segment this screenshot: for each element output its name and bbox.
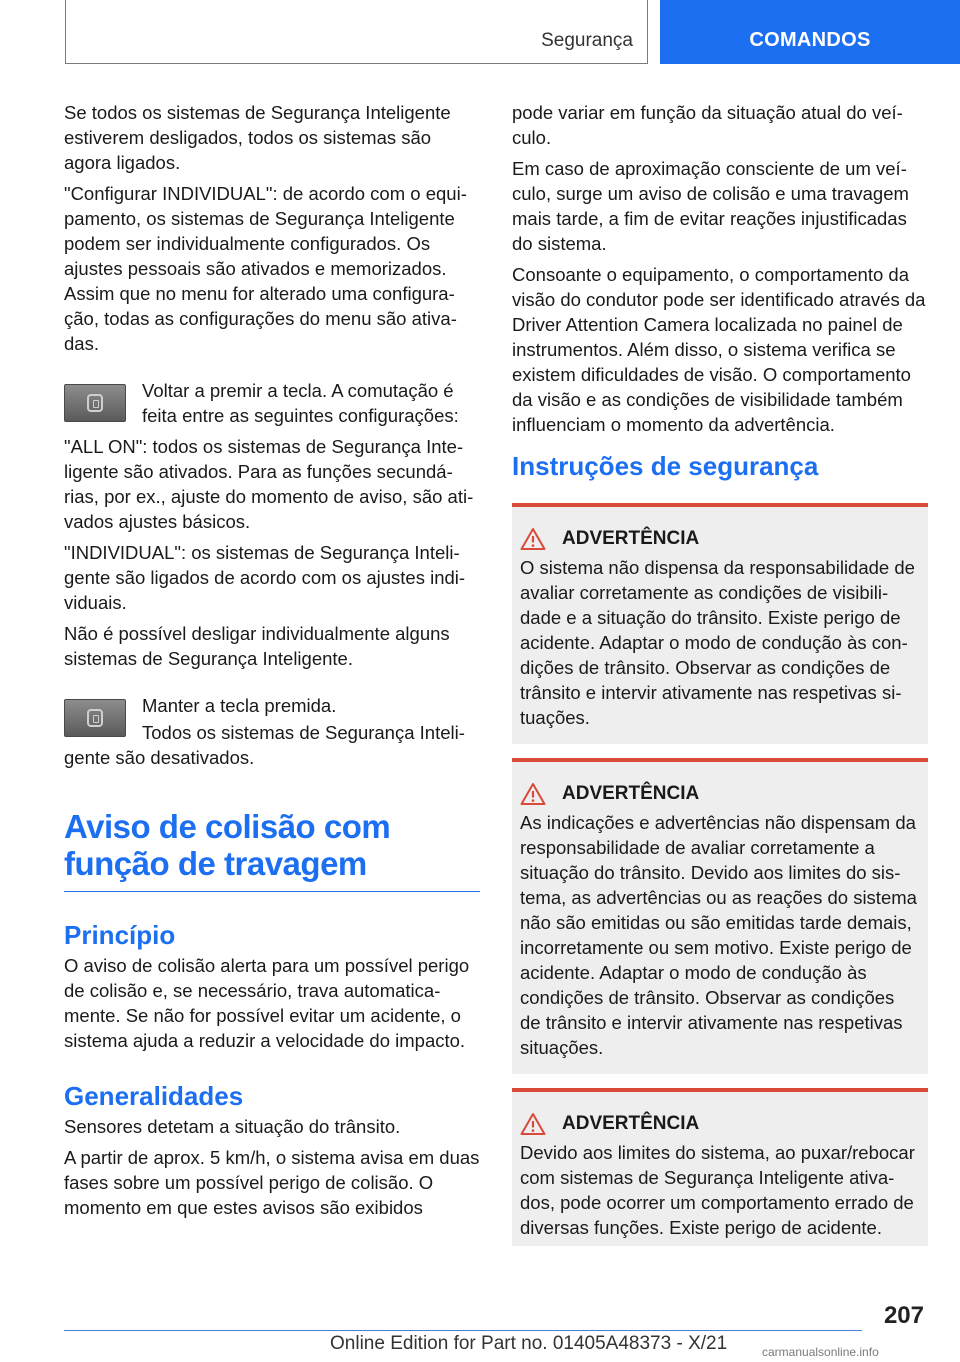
paragraph: Não é possível desligar individualmente alguns sistemas de Segurança Inteligente. xyxy=(64,623,450,669)
key-instruction xyxy=(64,693,480,718)
left-column xyxy=(64,100,480,1226)
warning-title-text: ADVERTÊNCIA xyxy=(562,783,700,804)
page-number: 207 xyxy=(883,1302,924,1329)
section-heading: Generalidades xyxy=(64,1081,244,1111)
paragraph: Consoante o equipamento, o comportamento da visão do condutor pode ser identificado através da Driver Attention Camera localizada no painel de instrumentos. Além disso, o sistema verifica se existem dificuldades de visão. O comportamento da visão e as condições de visibilidade também influenciam o momento da advertência. xyxy=(512,264,926,435)
section-heading: Princípio xyxy=(64,920,176,950)
warning-title-text: ADVERTÊNCIA xyxy=(562,1113,700,1134)
paragraph: "Configurar INDIVIDUAL": de acordo com o equipamento, os sistemas de Segurança Inteligente podem ser individualmente configurados. Os ajustes pessoais são ativados e memorizados. Assim que no menu for alterado uma configuração, todas as configurações do menu são ativadas. xyxy=(64,183,467,354)
paragraph: Sensores detetam a situação do trânsito. xyxy=(64,1116,401,1137)
right-column xyxy=(512,100,928,1260)
footer-edition: Online Edition for Part no. 01405A48373 - X/21 xyxy=(330,1333,728,1354)
warning-text: Devido aos limites do sistema, ao puxar/rebocar com sistemas de Segurança Inteligente ativados, pode ocorrer um comportamento errado de diversas funções. Existe perigo de acidente. xyxy=(520,1142,915,1238)
warning-triangle-icon xyxy=(520,782,546,806)
key-instruction xyxy=(64,378,480,428)
paragraph: Se todos os sistemas de Segurança Inteligente estiverem desligados, todos os sistemas são agora ligados. xyxy=(64,102,451,173)
warning-title xyxy=(520,1112,920,1136)
header-chapter-tab[interactable] xyxy=(660,0,960,64)
header-section-box xyxy=(65,0,648,64)
warning-text: O sistema não dispensa da responsabilidade de avaliar corretamente as condições de visibilidade e a situação do trânsito. Existe perigo de acidente. Adaptar o modo de condução às condições de trânsito. Observar as condições de trânsito e intervir ativamente nas respetivas situações. xyxy=(520,557,915,728)
warning-title xyxy=(520,782,920,806)
warning-title xyxy=(520,527,920,551)
section-heading: Instruções de segurança xyxy=(512,451,819,481)
paragraph: Em caso de aproximação consciente de um veículo, surge um aviso de colisão e uma travagem mais tarde, a fim de evitar reações injustificadas do sistema. xyxy=(512,158,909,254)
safety-button-icon xyxy=(64,384,126,422)
paragraph: O aviso de colisão alerta para um possível perigo de colisão e, se necessário, trava automaticamente. Se não for possível evitar um acidente, o sistema ajuda a reduzir a velocidade do impacto. xyxy=(64,955,470,1051)
warning-title-text: ADVERTÊNCIA xyxy=(562,528,700,549)
paragraph: pode variar em função da situação atual do veículo. xyxy=(512,102,903,148)
paragraph: A partir de aprox. 5 km/h, o sistema avisa em duas fases sobre um possível perigo de colisão. O momento em que estes avisos são exibidos xyxy=(64,1147,480,1218)
chapter-heading: Aviso de colisão com função de travagem xyxy=(64,808,480,892)
paragraph: "INDIVIDUAL": os sistemas de Segurança Inteligente são ligados de acordo com os ajustes individuais. xyxy=(64,542,466,613)
paragraph: Todos os sistemas de Segurança Inteligente são desativados. xyxy=(64,722,465,768)
safety-button-icon xyxy=(64,699,126,737)
warning-triangle-icon xyxy=(520,527,546,551)
footer-divider xyxy=(64,1330,862,1331)
key-instruction-text: Voltar a premir a tecla. A comutação é feita entre as seguintes configurações: xyxy=(142,380,459,426)
key-instruction-text: Manter a tecla premida. xyxy=(142,695,337,716)
warning-text: As indicações e advertências não dispensam da responsabilidade de avaliar corretamente a situação do trânsito. Devido aos limites do sistema, as advertências ou as reações do sistema não são emitidas ou são emitidas tarde demais, incorretamente ou sem motivo. Existe perigo de acidente. Adaptar o modo de condução às condições de trânsito. Observar as condições de trânsito e intervir ativamente nas respetivas situações. xyxy=(520,812,917,1058)
header-section-title: Segurança xyxy=(541,30,633,51)
footer-watermark: carmanualsonline.info xyxy=(762,1345,879,1359)
warning-box xyxy=(512,758,928,1074)
warning-box xyxy=(512,1088,928,1246)
warning-triangle-icon xyxy=(520,1112,546,1136)
warning-box xyxy=(512,503,928,744)
paragraph: "ALL ON": todos os sistemas de Segurança Inteligente são ativados. Para as funções secundárias, por ex., ajuste do momento de aviso, são ativados ajustes básicos. xyxy=(64,436,474,532)
header-chapter-label: COMANDOS xyxy=(749,29,871,51)
